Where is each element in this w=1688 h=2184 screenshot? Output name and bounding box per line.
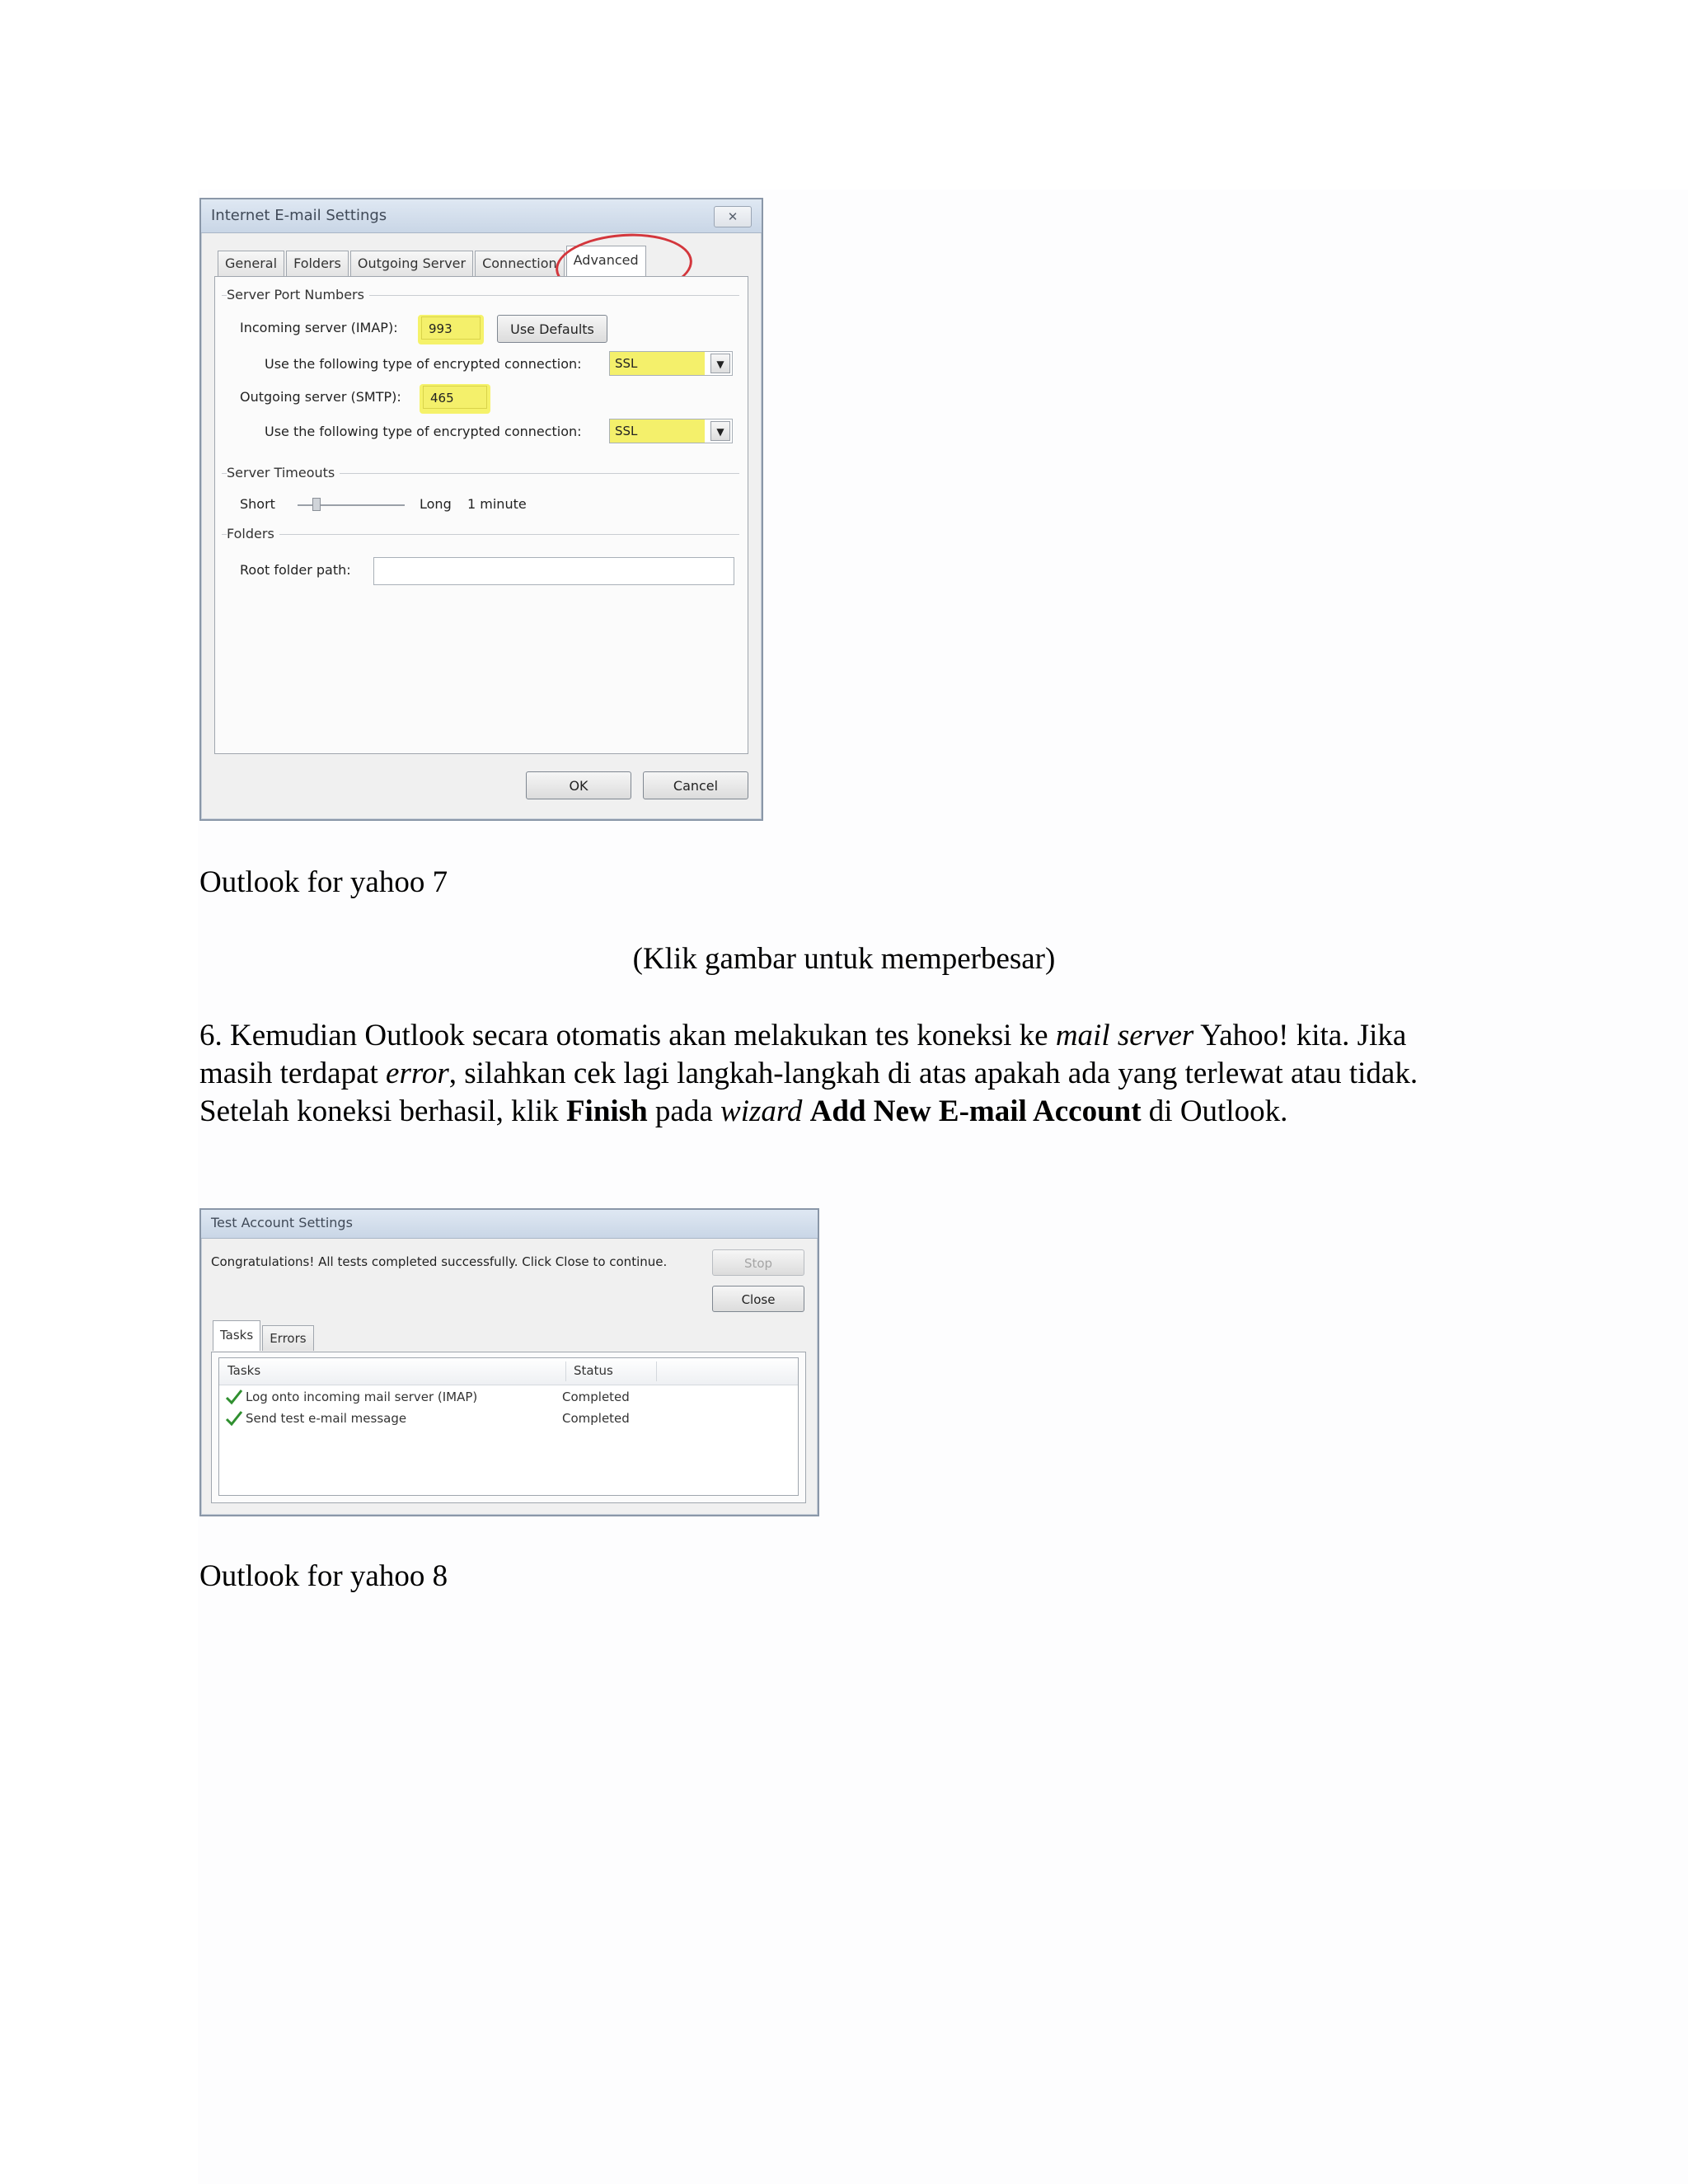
close-button[interactable]: Close [712,1286,804,1312]
text-run-italic: wizard [720,1094,803,1128]
step-6-paragraph [199,1017,1485,1131]
dialog-titlebar [201,1210,818,1239]
column-header-status[interactable]: Status [574,1363,613,1378]
chevron-down-icon: ▼ [710,354,730,373]
stop-button[interactable]: Stop [712,1249,804,1276]
text-run: 6. Kemudian Outlook secara otomatis akan melakukan tes koneksi ke [199,1019,1056,1052]
close-button[interactable] [714,206,752,227]
incoming-encryption-label: Use the following type of encrypted connection: [265,356,582,372]
dialog-title: Test Account Settings [211,1215,353,1230]
tab-tasks[interactable]: Tasks [213,1320,260,1351]
outgoing-encryption-label: Use the following type of encrypted connection: [265,424,582,439]
outgoing-encryption-value: SSL [610,419,705,443]
tab-outgoing-server[interactable]: Outgoing Server [350,251,473,276]
task-row-2-name: Send test e-mail message [246,1411,407,1426]
root-folder-label: Root folder path: [240,562,351,578]
tab-connection[interactable]: Connection [475,251,565,276]
text-run: di Outlook. [1141,1094,1288,1128]
column-header-tasks[interactable]: Tasks [227,1363,261,1378]
server-port-numbers-label: Server Port Numbers [227,287,369,302]
close-icon: ✕ [727,209,738,224]
text-run: pada [647,1094,721,1128]
text-run [802,1094,809,1128]
test-account-settings-dialog [199,1208,819,1516]
tasks-panel [211,1352,806,1503]
cancel-button[interactable]: Cancel [643,771,748,799]
timeout-value: 1 minute [467,496,527,512]
tab-errors[interactable]: Errors [262,1325,313,1351]
text-run-bold: Add New E-mail Account [809,1094,1142,1128]
folders-group-label: Folders [227,526,279,541]
text-run: , silahkan cek lagi langkah-langkah di atas apakah ada yang terlewat atau tidak. Setelah koneksi berhasil, klik [199,1057,1418,1128]
outgoing-server-label: Outgoing server (SMTP): [240,389,401,405]
text-run-italic: mail server [1055,1019,1194,1052]
text-run-bold: Finish [565,1094,648,1128]
long-label: Long [420,496,452,512]
column-separator [656,1361,657,1381]
outgoing-encryption-select[interactable] [609,419,733,443]
checkmark-icon [224,1409,244,1427]
dialog-titlebar [201,199,762,233]
test-tabs [213,1325,316,1352]
tab-advanced[interactable]: Advanced [566,246,646,276]
text-run-italic: error [386,1057,449,1090]
chevron-down-icon: ▼ [710,421,730,441]
tab-folders[interactable]: Folders [286,251,349,276]
short-label: Short [240,496,275,512]
root-folder-field[interactable] [373,557,734,585]
timeout-slider-thumb[interactable] [312,498,321,511]
advanced-panel [214,276,748,754]
click-to-enlarge-hint: (Klik gambar untuk memperbesar) [632,942,1056,976]
caption-outlook-yahoo-8: Outlook for yahoo 8 [199,1559,448,1593]
step-6-text [199,1017,1485,1131]
internet-email-settings-dialog [199,198,763,821]
ok-button[interactable]: OK [526,771,631,799]
incoming-port-field[interactable]: 993 [421,316,481,340]
success-message: Congratulations! All tests completed successfully. Click Close to continue. [211,1254,668,1269]
checkmark-icon [224,1388,244,1406]
use-defaults-button[interactable]: Use Defaults [497,315,607,343]
task-row-1-name: Log onto incoming mail server (IMAP) [246,1390,478,1404]
tasks-list-header [219,1358,798,1385]
text-run: Yahoo! kita. Jika masih terdapat [199,1019,1407,1090]
incoming-server-label: Incoming server (IMAP): [240,320,398,335]
task-row-2-status: Completed [562,1411,630,1426]
incoming-encryption-select[interactable] [609,351,733,376]
incoming-encryption-value: SSL [610,352,705,375]
column-separator [565,1361,566,1381]
task-row-1-status: Completed [562,1390,630,1404]
tasks-list [218,1357,799,1496]
group-divider [222,534,739,535]
dialog-title: Internet E-mail Settings [211,207,387,224]
caption-outlook-yahoo-7: Outlook for yahoo 7 [199,865,448,899]
server-timeouts-label: Server Timeouts [227,465,340,480]
outgoing-port-field[interactable]: 465 [423,386,487,409]
tab-general[interactable]: General [218,251,284,276]
